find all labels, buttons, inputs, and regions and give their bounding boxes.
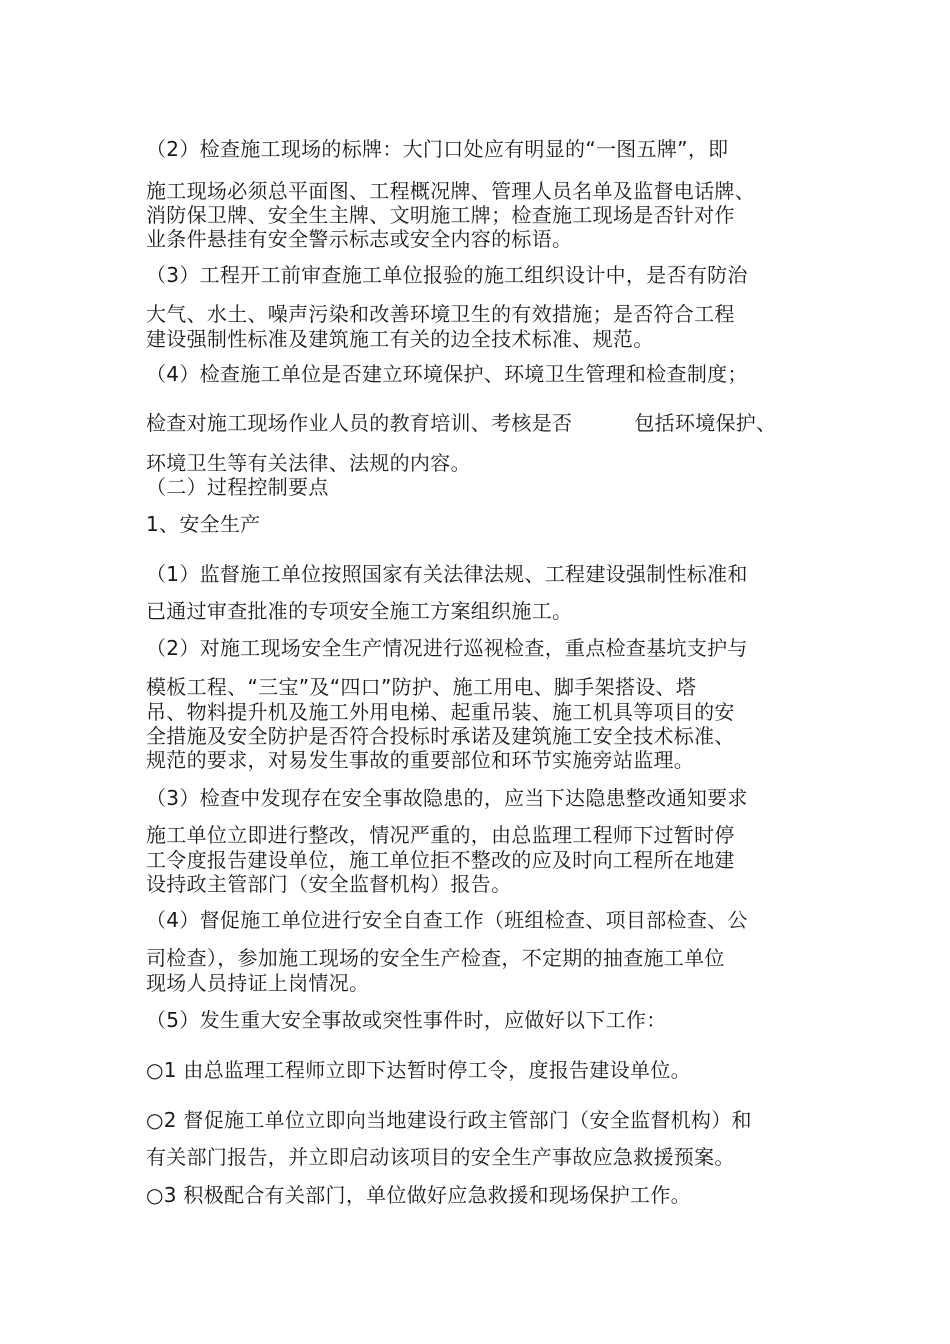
text-line: （2）对施工现场安全生产情况进行巡视检查，重点检查基坑支护与 — [146, 636, 748, 660]
text-line: （4）检查施工单位是否建立环境保护、环境卫生管理和检查制度； — [146, 362, 748, 386]
text-line: 施工现场必须总平面图、工程概况牌、管理人员名单及监督电话牌、 — [146, 179, 755, 203]
text-line: 工令度报告建设单位，施工单位拒不整改的应及时向工程所在地建 — [146, 848, 735, 872]
text-line: 设持政主管部门（安全监督机构）报告。 — [146, 872, 512, 896]
subsection-heading: 1、安全生产 — [146, 512, 261, 536]
text-line: 环境卫生等有关法律、法规的内容。 — [146, 451, 471, 475]
list-item: ○2 督促施工单位立即向当地建设行政主管部门（安全监督机构）和 — [146, 1108, 752, 1132]
text-line: 司检查），参加施工现场的安全生产检查，不定期的抽查施工单位 — [146, 946, 725, 970]
text-line: 业条件悬挂有安全警示标志或安全内容的标语。 — [146, 227, 573, 251]
text-line: 规范的要求，对易发生事故的重要部位和环节实施旁站监理。 — [146, 748, 695, 772]
text-segment: 包括环境保护、 — [634, 411, 777, 435]
list-item: ○3 积极配合有关部门，单位做好应急救援和现场保护工作。 — [146, 1183, 691, 1207]
text-line: 模板工程、“三宝”及“四口”防护、施工用电、脚手架搭设、塔 — [146, 675, 697, 699]
text-line — [146, 410, 776, 436]
text-line: （2）检查施工现场的标牌：大门口处应有明显的“一图五牌”，即 — [146, 137, 729, 161]
text-line: 现场人员持证上岗情况。 — [146, 971, 370, 995]
section-heading: （二）过程控制要点 — [146, 475, 329, 499]
text-line: （4）督促施工单位进行安全自查工作（班组检查、项目部检查、公 — [146, 908, 748, 932]
text-line: （1）监督施工单位按照国家有关法律法规、工程建设强制性标准和 — [146, 562, 748, 586]
text-segment: 检查对施工现场作业人员的教育培训、考核是否 — [146, 411, 573, 435]
text-line: 大气、水土、噪声污染和改善环境卫生的有效措施；是否符合工程 — [146, 302, 735, 326]
text-line: 建设强制性标准及建筑施工有关的边全技术标准、规范。 — [146, 327, 654, 351]
text-line: （5）发生重大安全事故或突性事件时，应做好以下工作： — [146, 1008, 667, 1032]
text-line: 消防保卫牌、安全生主牌、文明施工牌；检查施工现场是否针对作 — [146, 203, 735, 227]
text-line: 全措施及安全防护是否符合投标时承诺及建筑施工安全技术标准、 — [146, 724, 735, 748]
text-line: 有关部门报告，并立即启动该项目的安全生产事故应急救援预案。 — [146, 1145, 735, 1169]
text-line: 吊、物料提升机及施工外用电梯、起重吊装、施工机具等项目的安 — [146, 700, 735, 724]
text-line: 施工单位立即进行整改，情况严重的，由总监理工程师下过暂时停 — [146, 823, 735, 847]
text-line: 已通过审查批准的专项安全施工方案组织施工。 — [146, 599, 573, 623]
text-line: （3）检查中发现存在安全事故隐患的，应当下达隐患整改通知要求 — [146, 786, 748, 810]
list-item: ○1 由总监理工程师立即下达暂时停工令，度报告建设单位。 — [146, 1058, 691, 1082]
text-line: （3）工程开工前审查施工单位报验的施工组织设计中，是否有防治 — [146, 263, 748, 287]
